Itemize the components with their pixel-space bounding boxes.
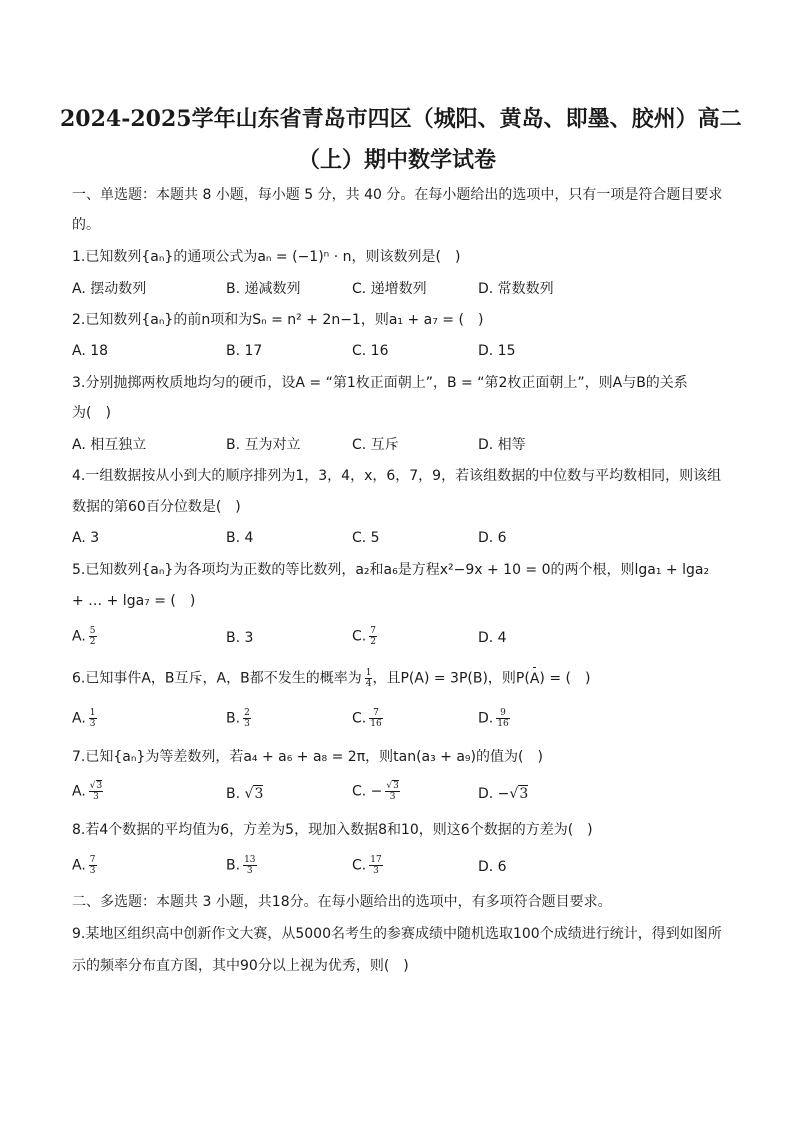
q5-option-a-label: A.: [72, 628, 86, 645]
q5-option-d: D. 4: [478, 630, 507, 646]
q8-option-b: [226, 855, 257, 876]
q7-option-a-fraction: [89, 781, 103, 802]
q6-option-a: [72, 708, 97, 729]
q7-option-a-label: A.: [72, 783, 86, 800]
question-7: 7.已知{aₙ}为等差数列，若a₄ + a₆ + a₈ = 2π，则tan(a₃ + a₉)的值为( ): [72, 749, 543, 765]
q5-option-a: [72, 626, 97, 647]
question-9: 9.某地区组织高中创新作文大赛，从5000名考生的参赛成绩中随机选取100个成绩进行统计，得到如图所: [72, 926, 722, 942]
q3-option-b: B. 互为对立: [226, 437, 301, 453]
q6-option-d-label: D.: [478, 710, 494, 727]
exam-title-line1: 2024-2025学年山东省青岛市四区（城阳、黄岛、即墨、胶州）高二: [60, 106, 742, 132]
q8-option-c-fraction: [369, 855, 382, 876]
denominator: 4: [365, 679, 372, 689]
numerator: 13: [244, 855, 256, 865]
question-3: 3.分别抛掷两枚质地均匀的硬币，设A = “第1枚正面朝上”，B = “第2枚正面朝上”，则A与B的关系: [72, 375, 688, 391]
q5-option-c-label: C.: [352, 628, 367, 645]
numerator: 7: [370, 626, 376, 636]
q6-option-d: [478, 708, 510, 729]
q2-option-b: B. 17: [226, 343, 263, 359]
denominator: 3: [89, 866, 96, 876]
denominator: 3: [93, 792, 99, 802]
q4-option-a: A. 3: [72, 530, 100, 546]
denominator: 3: [389, 792, 396, 802]
q4-option-d: D. 6: [478, 530, 507, 546]
question-3-cont: 为( ): [72, 405, 111, 421]
q5-option-a-fraction: [89, 626, 97, 647]
exam-title-line2: （上）期中数学试卷: [297, 147, 496, 173]
q8-option-d: D. 6: [478, 859, 507, 875]
denominator: 3: [244, 719, 250, 729]
q8-option-b-fraction: [243, 855, 256, 876]
radicand: 3: [519, 786, 529, 802]
question-8: 8.若4个数据的平均值为6，方差为5，现加入数据8和10，则这6个数据的方差为( ): [72, 822, 593, 838]
q7-option-a: [72, 781, 103, 802]
q7-option-c-label: C. −: [352, 783, 383, 800]
denominator: 3: [89, 719, 96, 729]
q6-option-a-fraction: [89, 708, 97, 729]
q1-option-a: A. 摆动数列: [72, 281, 147, 297]
numerator: √3: [386, 781, 399, 791]
q2-option-c: C. 16: [352, 343, 389, 359]
denominator: 3: [373, 866, 379, 876]
question-5: 5.已知数列{aₙ}为各项均为正数的等比数列，a₂和a₆是方程x²−9x + 10 = 0的两个根，则lga₁ + lga₂: [72, 562, 710, 578]
radicand: 3: [96, 781, 103, 791]
numerator: 17: [370, 855, 382, 865]
q8-option-a-label: A.: [72, 857, 86, 874]
q1-option-d: D. 常数数列: [478, 281, 554, 297]
denominator: 16: [370, 719, 382, 729]
q1-option-b: B. 递减数列: [226, 281, 301, 297]
q2-option-d: D. 15: [478, 343, 516, 359]
question-2: 2.已知数列{aₙ}的前n项和为Sₙ = n² + 2n−1，则a₁ + a₇ = ( ): [72, 312, 484, 328]
q7-option-c: [352, 781, 400, 802]
numerator: 7: [369, 708, 382, 719]
question-5-cont: + … + lga₇ = ( ): [72, 593, 196, 609]
q8-option-a-fraction: [89, 855, 97, 876]
q6-text-b: ，且P(A) = 3P(B)，则P(: [372, 670, 530, 687]
q7-option-d: [478, 784, 528, 804]
q5-option-c-fraction: [369, 626, 377, 647]
question-4: 4.一组数据按从小到大的顺序排列为1，3，4，x，6，7，9，若该组数据的中位数与平均数相同，则该组: [72, 468, 722, 484]
q6-option-c: [352, 708, 383, 729]
q6-option-b: [226, 708, 251, 729]
question-9-cont: 示的频率分布直方图，其中90分以上视为优秀，则( ): [72, 958, 409, 974]
q2-option-a: A. 18: [72, 343, 109, 359]
q4-option-b: B. 4: [226, 530, 254, 546]
q7-option-b: [226, 784, 263, 804]
numerator: 2: [244, 708, 250, 718]
section1-heading: 一、单选题：本题共 8 小题，每小题 5 分，共 40 分。在每小题给出的选项中，只有一项是符合题目要求: [72, 187, 723, 203]
q8-option-b-label: B.: [226, 857, 241, 874]
q4-option-c: C. 5: [352, 530, 380, 546]
q7-option-d-root: √3: [509, 786, 529, 802]
q1-option-c: C. 递增数列: [352, 281, 427, 297]
q8-option-a: [72, 855, 97, 876]
q5-option-b: B. 3: [226, 630, 254, 646]
section2-heading: 二、多选题：本题共 3 小题，共18分。在每小题给出的选项中，有多项符合题目要求。: [72, 894, 612, 910]
q6-option-b-fraction: [243, 708, 251, 729]
q8-option-c-label: C.: [352, 857, 367, 874]
denominator: 2: [89, 637, 96, 647]
q7-option-c-fraction: [385, 781, 399, 802]
q6-option-d-fraction: [496, 708, 509, 729]
q6-option-c-label: C.: [352, 710, 367, 727]
denominator: 2: [370, 637, 376, 647]
q3-option-a: A. 相互独立: [72, 437, 147, 453]
numerator: √3: [89, 781, 103, 791]
q6-option-c-fraction: [369, 708, 382, 729]
q7-option-d-label: D. −: [478, 786, 510, 802]
question-1: 1.已知数列{aₙ}的通项公式为aₙ = (−1)ⁿ · n，则该数列是( ): [72, 249, 461, 265]
q6-complement: A: [529, 670, 540, 687]
numerator: 5: [89, 626, 96, 636]
numerator: 1: [89, 708, 96, 718]
q6-option-b-label: B.: [226, 710, 241, 727]
radicand: 3: [393, 781, 399, 791]
q3-option-c: C. 互斥: [352, 437, 399, 453]
section1-heading-cont: 的。: [72, 217, 100, 233]
numerator: 1: [365, 668, 372, 678]
question-4-cont: 数据的第60百分位数是( ): [72, 499, 241, 515]
denominator: 3: [246, 866, 253, 876]
q6-option-a-label: A.: [72, 710, 86, 727]
q3-option-d: D. 相等: [478, 437, 526, 453]
denominator: 16: [497, 719, 509, 729]
q6-text-a: 6.已知事件A，B互斥，A，B都不发生的概率为: [72, 670, 362, 687]
q6-text-c: ) = ( ): [539, 670, 591, 687]
q8-option-c: [352, 855, 383, 876]
q7-option-b-root: √3: [244, 786, 264, 802]
radicand: 3: [254, 786, 264, 802]
numerator: 7: [89, 855, 96, 865]
q5-option-c: [352, 626, 377, 647]
question-6: [72, 668, 590, 689]
q7-option-b-label: B.: [226, 786, 241, 802]
numerator: 9: [496, 708, 509, 719]
